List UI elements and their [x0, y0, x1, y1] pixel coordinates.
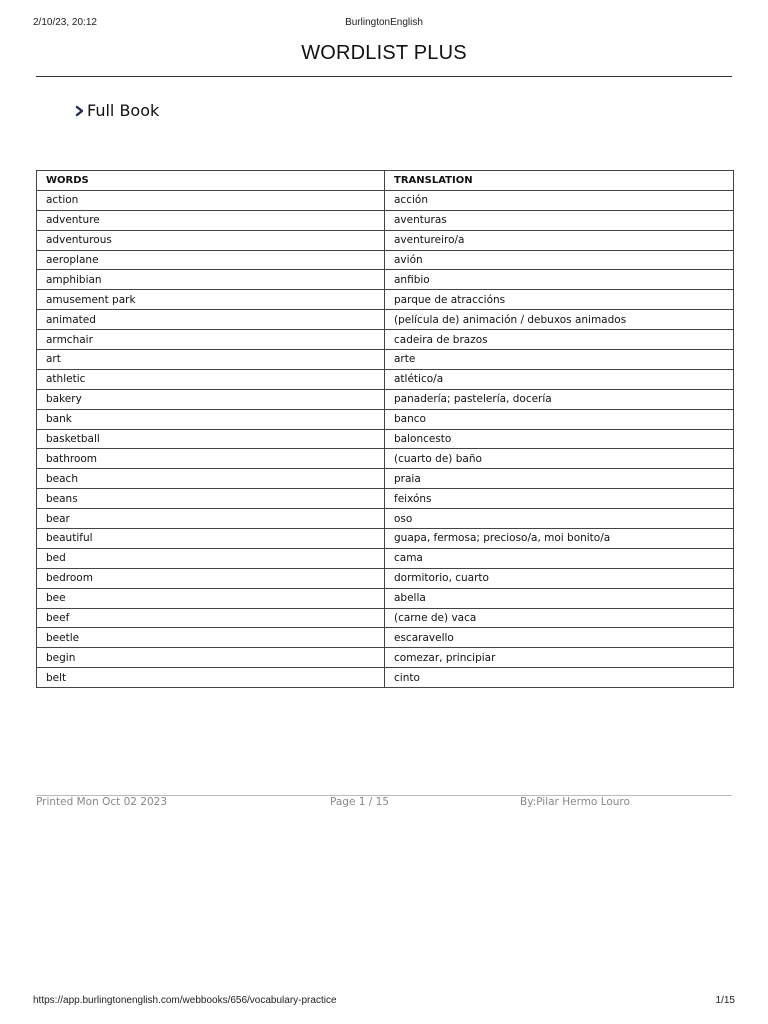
print-site-title: BurlingtonEnglish: [345, 17, 423, 28]
translation-cell: (cuarto de) baño: [385, 449, 734, 469]
section-heading[interactable]: [74, 101, 159, 120]
word-cell: amphibian: [37, 270, 385, 290]
words-column-header: WORDS: [37, 171, 385, 191]
table-row: [37, 250, 734, 270]
translation-cell: cama: [385, 548, 734, 568]
translation-cell: parque de atraccións: [385, 290, 734, 310]
word-cell: aeroplane: [37, 250, 385, 270]
table-row: [37, 369, 734, 389]
translation-cell: atlético/a: [385, 369, 734, 389]
word-cell: adventurous: [37, 230, 385, 250]
chevron-right-icon: [74, 104, 86, 118]
page-title: WORDLIST PLUS: [301, 42, 467, 64]
translation-cell: panadería; pastelería, docería: [385, 389, 734, 409]
table-row: [37, 389, 734, 409]
table-row: [37, 350, 734, 370]
table-row: [37, 210, 734, 230]
table-row: [37, 409, 734, 429]
word-cell: belt: [37, 668, 385, 688]
translation-cell: escaravello: [385, 628, 734, 648]
translation-cell: arte: [385, 350, 734, 370]
table-row: [37, 608, 734, 628]
translation-cell: guapa, fermosa; precioso/a, moi bonito/a: [385, 529, 734, 549]
table-row: [37, 668, 734, 688]
table-row: [37, 568, 734, 588]
word-cell: bathroom: [37, 449, 385, 469]
word-cell: beans: [37, 489, 385, 509]
word-cell: beach: [37, 469, 385, 489]
word-cell: athletic: [37, 369, 385, 389]
title-divider: [36, 76, 732, 77]
translation-cell: acción: [385, 190, 734, 210]
word-cell: beetle: [37, 628, 385, 648]
translation-column-header: TRANSLATION: [385, 171, 734, 191]
translation-cell: aventuras: [385, 210, 734, 230]
wordlist-body: [37, 190, 734, 687]
table-row: [37, 230, 734, 250]
table-row: [37, 648, 734, 668]
word-cell: armchair: [37, 330, 385, 350]
word-cell: bee: [37, 588, 385, 608]
table-row: [37, 628, 734, 648]
translation-cell: aventureiro/a: [385, 230, 734, 250]
table-row: [37, 190, 734, 210]
word-cell: amusement park: [37, 290, 385, 310]
author-credit: By:Pilar Hermo Louro: [520, 796, 630, 808]
wordlist-table: [36, 170, 734, 688]
translation-cell: banco: [385, 409, 734, 429]
table-row: [37, 529, 734, 549]
word-cell: bakery: [37, 389, 385, 409]
word-cell: bank: [37, 409, 385, 429]
translation-cell: baloncesto: [385, 429, 734, 449]
translation-cell: dormitorio, cuarto: [385, 568, 734, 588]
table-header-row: [37, 171, 734, 191]
section-label: Full Book: [87, 101, 160, 120]
word-cell: bedroom: [37, 568, 385, 588]
translation-cell: abella: [385, 588, 734, 608]
table-row: [37, 449, 734, 469]
word-cell: begin: [37, 648, 385, 668]
table-row: [37, 429, 734, 449]
printed-date: Printed Mon Oct 02 2023: [36, 796, 168, 808]
table-row: [37, 509, 734, 529]
table-row: [37, 469, 734, 489]
table-row: [37, 489, 734, 509]
translation-cell: comezar, principiar: [385, 648, 734, 668]
word-cell: adventure: [37, 210, 385, 230]
translation-cell: (carne de) vaca: [385, 608, 734, 628]
table-row: [37, 548, 734, 568]
translation-cell: cadeira de brazos: [385, 330, 734, 350]
translation-cell: (película de) animación / debuxos animados: [385, 310, 734, 330]
word-cell: bear: [37, 509, 385, 529]
table-row: [37, 588, 734, 608]
word-cell: action: [37, 190, 385, 210]
translation-cell: oso: [385, 509, 734, 529]
word-cell: beef: [37, 608, 385, 628]
translation-cell: cinto: [385, 668, 734, 688]
word-cell: beautiful: [37, 529, 385, 549]
print-url: https://app.burlingtonenglish.com/webbooks/656/vocabulary-practice: [33, 995, 337, 1006]
table-row: [37, 330, 734, 350]
print-datetime: 2/10/23, 20:12: [33, 17, 97, 28]
print-page-count: 1/15: [715, 995, 735, 1006]
translation-cell: feixóns: [385, 489, 734, 509]
word-cell: basketball: [37, 429, 385, 449]
translation-cell: praia: [385, 469, 734, 489]
translation-cell: anfibio: [385, 270, 734, 290]
page-indicator: Page 1 / 15: [330, 796, 390, 808]
word-cell: animated: [37, 310, 385, 330]
translation-cell: avión: [385, 250, 734, 270]
table-row: [37, 310, 734, 330]
word-cell: bed: [37, 548, 385, 568]
word-cell: art: [37, 350, 385, 370]
table-row: [37, 270, 734, 290]
table-row: [37, 290, 734, 310]
